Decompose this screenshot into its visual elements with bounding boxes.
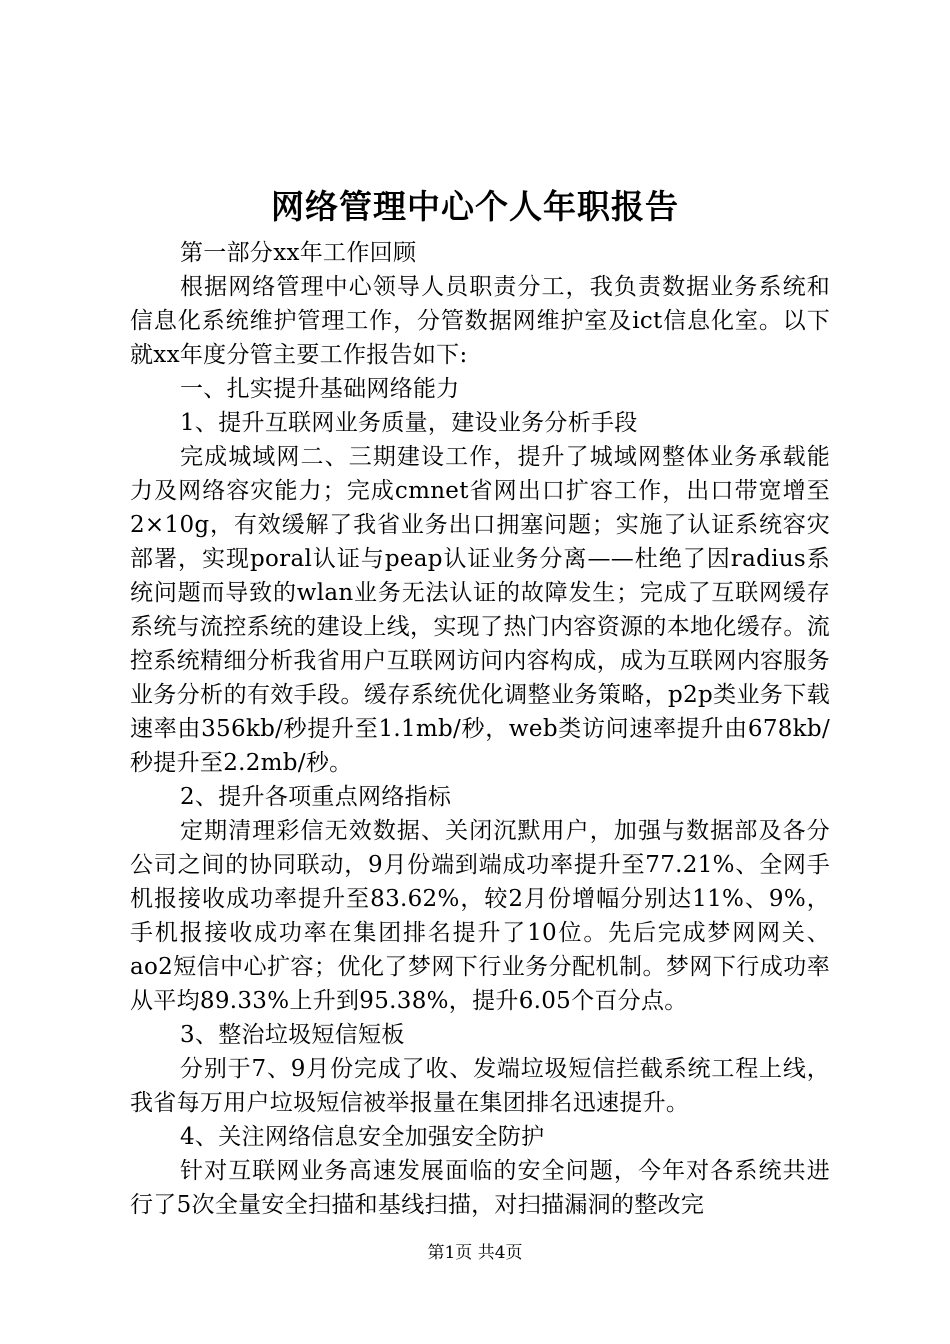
paragraph: 针对互联网业务高速发展面临的安全问题，今年对各系统共进行了5次全量安全扫描和基线扫描，对扫描漏洞的整改完 xyxy=(130,1158,830,1218)
subsection-heading: 1、提升互联网业务质量，建设业务分析手段 xyxy=(180,410,638,436)
subsection-heading: 2、提升各项重点网络指标 xyxy=(180,784,452,810)
paragraph: 定期清理彩信无效数据、关闭沉默用户，加强与数据部及各分公司之间的协同联动，9月份端到端成功率提升至77.21%、全网手机报接收成功率提升至83.62%，较2月份增幅分别达11%、9%，手机报接收成功率在集团排名提升了10位。先后完成梦网网关、ao2短信中心扩容；优化了梦网下行业务分配机制。梦网下行成功率从平均89.33%上升到95.38%，提升6.05个百分点。 xyxy=(130,818,830,1014)
document-title: 网络管理中心个人年职报告 xyxy=(271,187,679,226)
paragraph: 根据网络管理中心领导人员职责分工，我负责数据业务系统和信息化系统维护管理工作，分管数据网维护室及ict信息化室。以下就xx年度分管主要工作报告如下: xyxy=(130,274,830,368)
section-heading: 一、扎实提升基础网络能力 xyxy=(180,376,460,402)
section-heading: 第一部分xx年工作回顾 xyxy=(180,240,417,266)
paragraph: 完成城域网二、三期建设工作，提升了城域网整体业务承载能力及网络容灾能力；完成cmnet省网出口扩容工作，出口带宽增至2×10g，有效缓解了我省业务出口拥塞问题；实施了认证系统容灾部署，实现poral认证与peap认证业务分离——杜绝了因radius系统问题而导致的wlan业务无法认证的故障发生；完成了互联网缓存系统与流控系统的建设上线，实现了热门内容资源的本地化缓存。流控系统精细分析我省用户互联网访问内容构成，成为互联网内容服务业务分析的有效手段。缓存系统优化调整业务策略，p2p类业务下载速率由356kb/秒提升至1.1mb/秒，web类访问速率提升由678kb/秒提升至2.2mb/秒。 xyxy=(130,444,830,776)
subsection-heading: 4、关注网络信息安全加强安全防护 xyxy=(180,1124,545,1150)
document-body xyxy=(130,236,830,1222)
paragraph: 分别于7、9月份完成了收、发端垃圾短信拦截系统工程上线，我省每万用户垃圾短信被举报量在集团排名迅速提升。 xyxy=(130,1056,830,1116)
subsection-heading: 3、整治垃圾短信短板 xyxy=(180,1022,405,1048)
page-footer: 第1页 共4页 xyxy=(427,1243,523,1263)
